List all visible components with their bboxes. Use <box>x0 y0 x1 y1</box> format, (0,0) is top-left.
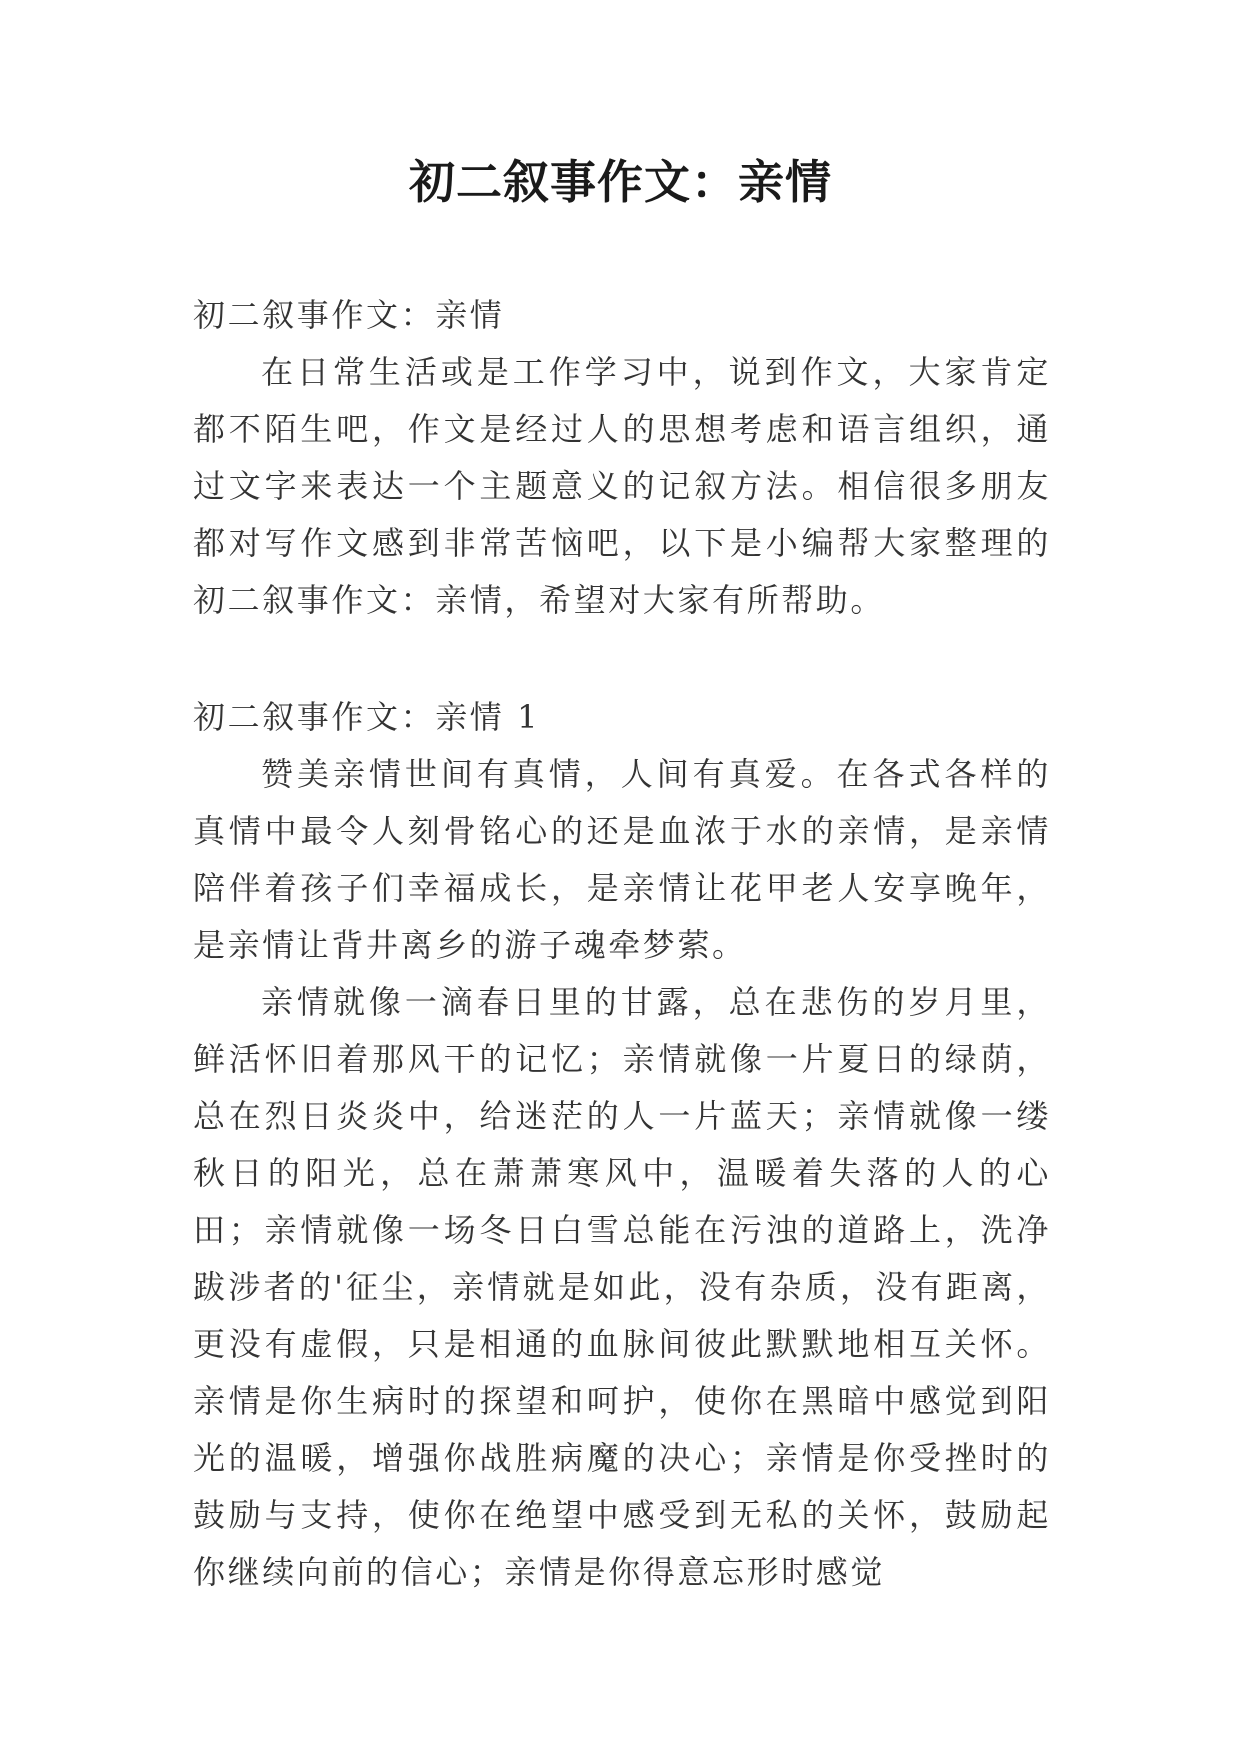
intro-heading: 初二叙事作文：亲情 <box>193 296 505 334</box>
essay-1-heading: 初二叙事作文：亲情 1 <box>193 698 541 736</box>
intro-section <box>193 287 1051 629</box>
intro-paragraph: 在日常生活或是工作学习中，说到作文，大家肯定都不陌生吧，作文是经过人的思想考虑和语言组织，通过文字来表达一个主题意义的记叙方法。相信很多朋友都对写作文感到非常苦恼吧，以下是小编帮大家整理的初二叙事作文：亲情，希望对大家有所帮助。 <box>193 353 1051 619</box>
essay-1-paragraph-1: 赞美亲情世间有真情，人间有真爱。在各式各样的真情中最令人刻骨铭心的还是血浓于水的亲情，是亲情陪伴着孩子们幸福成长，是亲情让花甲老人安享晚年，是亲情让背井离乡的游子魂牵梦萦。 <box>193 755 1051 964</box>
essay-1-paragraph-2: 亲情就像一滴春日里的甘露，总在悲伤的岁月里，鲜活怀旧着那风干的记忆；亲情就像一片夏日的绿荫，总在烈日炎炎中，给迷茫的人一片蓝天；亲情就像一缕秋日的阳光，总在萧萧寒风中，温暖着失落的人的心田；亲情就像一场冬日白雪总能在污浊的道路上，洗净跋涉者的'征尘，亲情就是如此，没有杂质，没有距离，更没有虚假，只是相通的血脉间彼此默默地相互关怀。亲情是你生病时的探望和呵护，使你在黑暗中感觉到阳光的温暖，增强你战胜病魔的决心；亲情是你受挫时的鼓励与支持，使你在绝望中感受到无私的关怀，鼓励起你继续向前的信心；亲情是你得意忘形时感觉 <box>193 983 1051 1591</box>
essay-1-section <box>193 689 1051 1601</box>
document-title: 初二叙事作文：亲情 <box>409 155 832 209</box>
